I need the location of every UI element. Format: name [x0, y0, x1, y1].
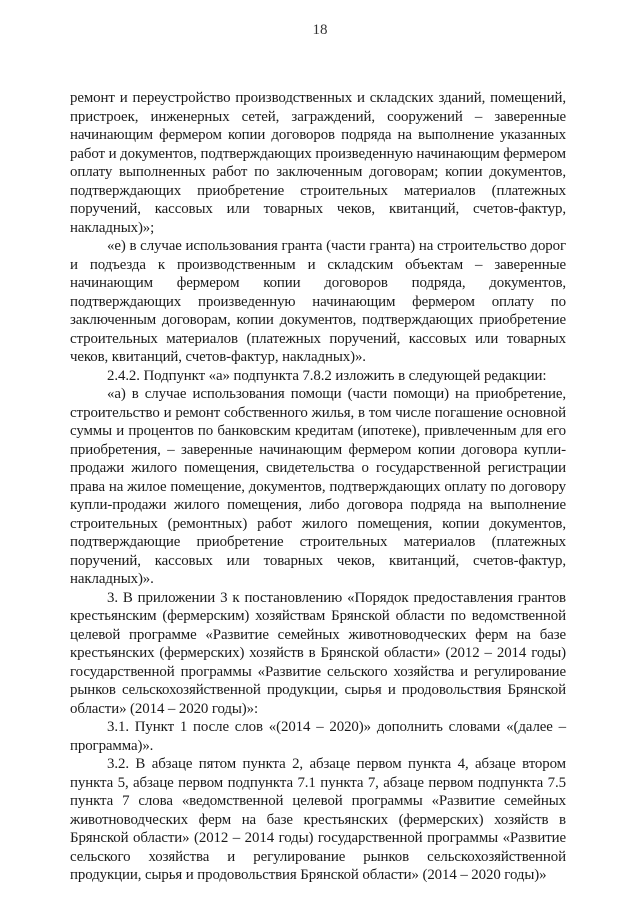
paragraph-amendment-2-4-2: 2.4.2. Подпункт «а» подпункта 7.8.2 изложить в следующей редакции:: [107, 367, 547, 384]
document-body: [70, 89, 566, 885]
paragraph-amendment-3-1: 3.1. Пункт 1 после слов «(2014 – 2020)» дополнить словами «(далее – программа)».: [70, 719, 566, 754]
paragraph-subitem-a: «а) в случае использования помощи (части помощи) на приобретение, строительство и ремонт собственного жилья, в том числе погашение основной суммы и процентов по банковским кредитам (ипотеке), привлеченным для его приобретения, – заверенные начинающим фермером копии договора купли-продажи жилого помещения, свидетельства о государственной регистрации права на жилое помещение, документов, подтверждающих оплату по договору купли-продажи жилого помещения, либо договора подряда на выполнение строительных (ремонтных) работ жилого помещения, копии документов, подтверждающие приобретение строительных материалов (платежных поручений, кассовых или товарных чеков, квитанций, счетов-фактур, накладных)».: [70, 386, 566, 587]
paragraph-continuation: ремонт и переустройство производственных и складских зданий, помещений, пристроек, инженерных сетей, заграждений, сооружений – заверенные начинающим фермером копии договоров подряда на выполнение указанных работ и документов, подтверждающих произведенную начинающим фермером оплату выполненных работ по заключенным договорам; копии документов, подтверждающих приобретение строительных материалов (платежных поручений, кассовых или товарных чеков, квитанций, счетов-фактур, накладных)»;: [70, 90, 566, 236]
paragraph-amendment-3-2: 3.2. В абзаце пятом пункта 2, абзаце первом пункта 4, абзаце втором пункта 5, абзаце первом подпункта 7.1 пункта 7, абзаце первом подпункта 7.5 пункта 7 слова «ведомственной целевой программы «Развитие семейных животноводческих ферм на базе крестьянских (фермерских) хозяйств в Брянской области» (2012 – 2014 годы) государственной программы «Развитие сельского хозяйства и регулирование рынков сельскохозяйственной продукции, сырья и продовольствия Брянской области» (2014 – 2020 годы)»: [70, 756, 566, 883]
paragraph-subitem-e: «е) в случае использования гранта (части гранта) на строительство дорог и подъезда к производственным и складским объектам – заверенные начинающим фермером копии договоров подряда, документов, подтверждающих произведенную начинающим фермером оплату по заключенным договорам, копии документов, подтверждающих приобретение строительных материалов (платежных поручений, кассовых или товарных чеков, квитанций, счетов-фактур, накладных)».: [70, 238, 566, 365]
paragraph-section-3: 3. В приложении 3 к постановлению «Порядок предоставления грантов крестьянским (фермерским) хозяйствам Брянской области по ведомственной целевой программе «Развитие семейных животноводческих ферм на базе крестьянских (фермерских) хозяйств в Брянской области» (2012 – 2014 годы) государственной программы «Развитие сельского хозяйства и регулирование рынков сельскохозяйственной продукции, сырья и продовольствия Брянской области» (2014 – 2020 годы)»:: [70, 589, 566, 717]
page-number: 18: [312, 22, 328, 38]
